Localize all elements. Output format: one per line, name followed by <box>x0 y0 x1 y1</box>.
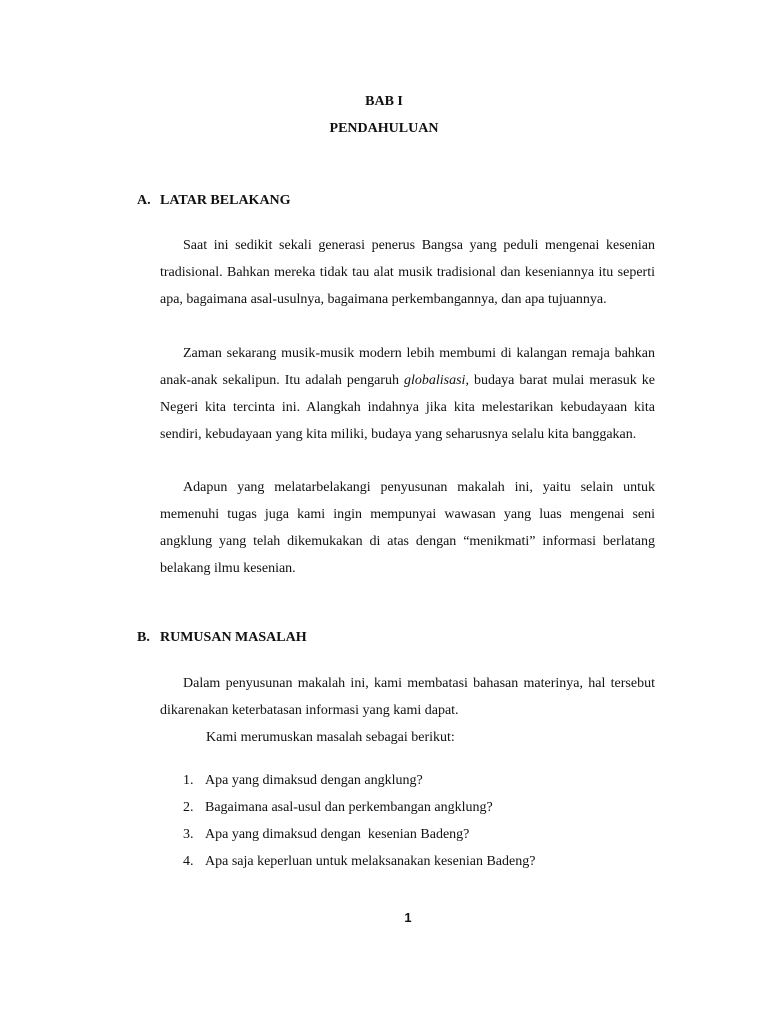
page-number: 1 <box>404 910 412 925</box>
list-item-number: 3. <box>183 827 194 842</box>
list-item <box>183 827 469 843</box>
list-item <box>183 800 493 816</box>
section-b-heading <box>137 630 307 646</box>
list-item-number: 2. <box>183 800 194 815</box>
section-a-paragraph-1 <box>160 232 655 313</box>
section-b-paragraph-1-text: Dalam penyusunan makalah ini, kami membatasi bahasan materinya, hal tersebut dikarenakan keterbatasan informasi yang kami dapat. <box>160 676 655 718</box>
list-item-text: Apa saja keperluan untuk melaksanakan kesenian Badeng? <box>205 854 536 869</box>
section-a-paragraph-3 <box>160 474 655 582</box>
section-b-paragraph-1 <box>160 670 655 724</box>
section-a-paragraph-2-text-1: Zaman sekarang musik-musik modern lebih membumi di kalangan remaja bahkan anak-anak sekalipun. Itu adalah pengaruh <box>160 346 655 388</box>
chapter-number: BAB I <box>365 94 403 109</box>
section-a-heading <box>137 193 291 209</box>
section-b-paragraph-2 <box>160 724 655 751</box>
section-a-paragraph-2 <box>160 340 655 448</box>
list-item <box>183 854 535 870</box>
chapter-title: PENDAHULUAN <box>329 121 439 136</box>
globalisasi-term: globalisasi <box>403 373 466 388</box>
list-item-text: Apa yang dimaksud dengan kesenian Badeng? <box>205 827 470 842</box>
list-item-text: Bagaimana asal-usul dan perkembangan angklung? <box>205 800 493 815</box>
list-item-number: 4. <box>183 854 194 869</box>
section-a-paragraph-2-text-2: , budaya barat mulai merasuk ke Negeri kita tercinta ini. Alangkah indahnya jika kita melestarikan kebudayaan kita sendiri, kebudayaan yang kita miliki, budaya yang seharusnya selalu kita banggakan. <box>160 373 655 442</box>
section-b-title: RUMUSAN MASALAH <box>160 630 307 645</box>
list-item <box>183 773 423 789</box>
section-a-paragraph-1-text: Saat ini sedikit sekali generasi penerus Bangsa yang peduli mengenai kesenian tradisional. Bahkan mereka tidak tau alat musik tradisional dan keseniannya itu seperti apa, bagaimana asal-usulnya, bagaimana perkembangannya, dan apa tujuannya. <box>160 238 655 307</box>
section-a-paragraph-3-text: Adapun yang melatarbelakangi penyusunan makalah ini, yaitu selain untuk memenuhi tugas juga kami ingin mempunyai wawasan yang luas mengenai seni angklung yang telah dikemukakan di atas dengan “menikmati” informasi berlatang belakang ilmu kesenian. <box>160 480 655 576</box>
section-b-letter: B. <box>137 630 150 645</box>
section-b-paragraph-2-text: Kami merumuskan masalah sebagai berikut: <box>206 730 455 745</box>
list-item-number: 1. <box>183 773 194 788</box>
section-a-title: LATAR BELAKANG <box>160 193 291 208</box>
list-item-text: Apa yang dimaksud dengan angklung? <box>205 773 423 788</box>
section-a-letter: A. <box>137 193 151 208</box>
